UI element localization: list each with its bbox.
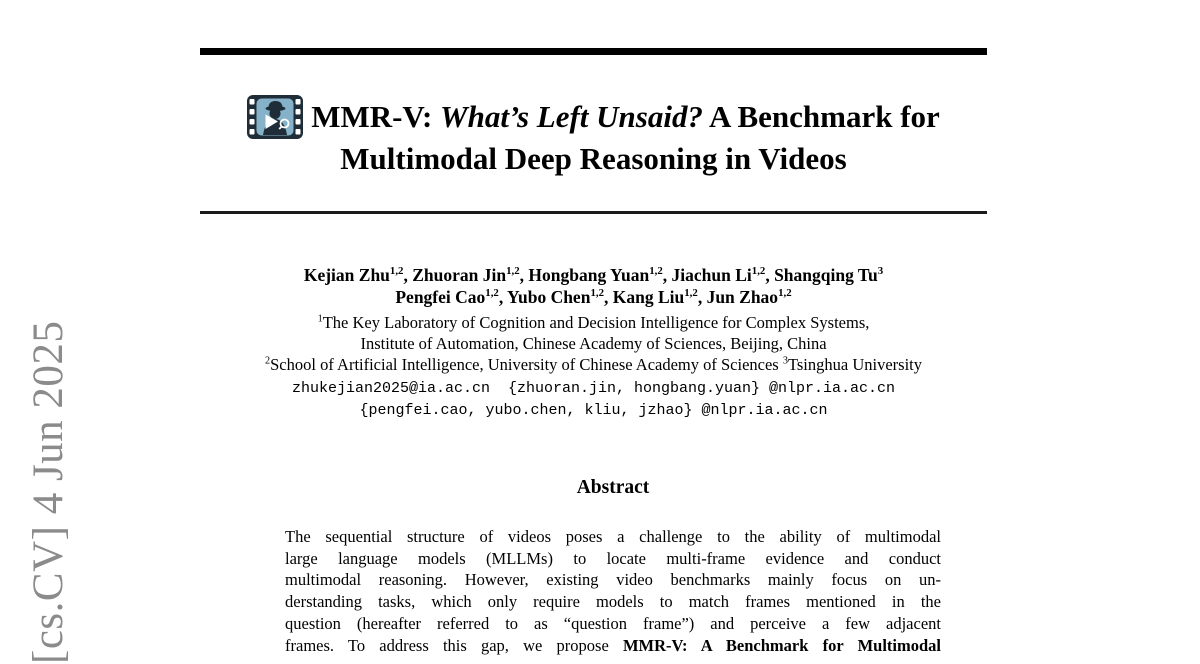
abstract-line: large language models (MLLMs) to locate multi-frame evidence and conduct (285, 548, 941, 568)
emails (200, 378, 987, 421)
abstract-heading: Abstract (576, 477, 650, 498)
abstract-line: multimodal reasoning. However, existing video benchmarks mainly focus on un- (285, 570, 941, 590)
abstract-line: The sequential structure of videos poses a challenge to the ability of multimodal (285, 527, 941, 546)
abstract-line: question (hereafter referred to as “question frame”) and perceive a few adjacent (285, 613, 941, 633)
affiliation-line: $^2$School of Artificial Intelligence, University of Chinese Academy of Sciences $^3$Tsinghua University (265, 355, 922, 374)
affiliation-line: $^1$The Key Laboratory of Cognition and Decision Intelligence for Complex Systems, (317, 313, 870, 332)
affiliations (200, 312, 987, 375)
author-line-1: Kejian Zhu$^{1,2}$, Zhuoran Jin$^{1,2}$, Hongbang Yuan$^{1,2}$, Jiachun Li$^{1,2}$, Shangqing Tu$^3$ (303, 265, 884, 285)
abstract-line: derstanding tasks, which only require models to match frames mentioned in the (285, 592, 941, 612)
email-line-2: {pengfei.cao, yubo.chen, kliu, jzhao} @nlpr.ia.ac.cn (359, 401, 828, 419)
byline-block (200, 265, 987, 421)
paper-title (200, 94, 987, 178)
abstract-line: frames. To address this gap, we propose MMR-V: A Benchmark for Multimodal (285, 635, 941, 655)
arxiv-stamp: [cs.CV] 4 Jun 2025 (25, 320, 72, 664)
abstract-text (285, 526, 941, 656)
affiliation-line: Institute of Automation, Chinese Academy of Sciences, Beijing, China (360, 334, 827, 353)
paper-title-text-line1: MMR-V: What’s Left Unsaid? A Benchmark for (311, 99, 940, 134)
paper-title-line1 (200, 94, 987, 140)
bottom-rule (200, 211, 987, 214)
author-line-2: Pengfei Cao$^{1,2}$, Yubo Chen$^{1,2}$, Kang Liu$^{1,2}$, Jun Zhao$^{1,2}$ (395, 286, 792, 307)
top-rule (200, 48, 987, 55)
email-line-1: zhukejian2025@ia.ac.cn {zhuoran.jin, hongbang.yuan} @nlpr.ia.ac.cn (291, 380, 896, 397)
film-strip-detective-icon (247, 95, 303, 139)
paper-title-line2: Multimodal Deep Reasoning in Videos (340, 141, 847, 176)
